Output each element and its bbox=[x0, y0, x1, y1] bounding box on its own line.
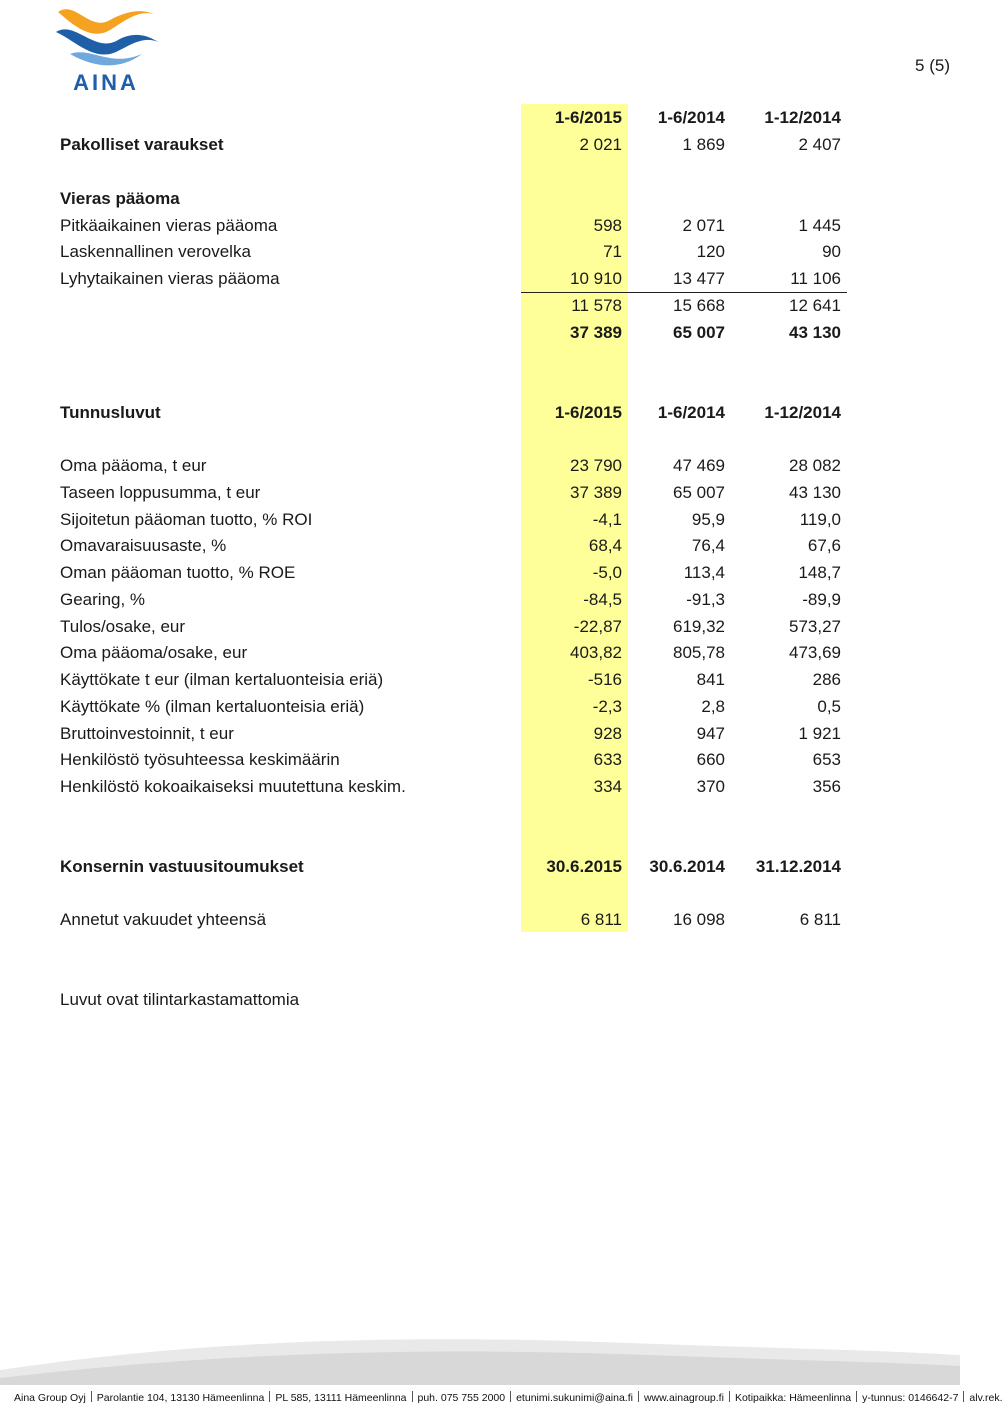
unaudited-note: Luvut ovat tilintarkastamattomia bbox=[60, 990, 300, 1009]
section-title: Vieras pääoma bbox=[60, 189, 180, 208]
aina-logo bbox=[50, 2, 162, 98]
footer-item: Kotipaikka: Hämeenlinna bbox=[734, 1392, 852, 1404]
footer-wave-decoration bbox=[0, 1330, 960, 1385]
table-row: Käyttökate t eur (ilman kertaluonteisia eriä) -516 841 286 bbox=[60, 670, 841, 689]
table-row: Henkilöstö kokoaikaiseksi muutettuna keskim. 334 370 356 bbox=[60, 777, 841, 796]
table-row: Bruttoinvestoinnit, t eur 928 947 1 921 bbox=[60, 724, 841, 743]
footer-separator bbox=[269, 1391, 270, 1402]
table-row: Tulos/osake, eur -22,87 619,32 573,27 bbox=[60, 617, 841, 636]
table-row: Pitkäaikainen vieras pääoma 598 2 071 1 445 bbox=[60, 216, 841, 235]
page-number: 5 (5) bbox=[915, 56, 950, 75]
table-row: Käyttökate % (ilman kertaluonteisia eriä) -2,3 2,8 0,5 bbox=[60, 697, 841, 716]
footer-item: Aina Group Oyj bbox=[14, 1392, 86, 1404]
footer-item: y-tunnus: 0146642-7 bbox=[862, 1392, 959, 1404]
total-row: 37 389 65 007 43 130 bbox=[570, 323, 841, 342]
footer-separator bbox=[856, 1391, 857, 1402]
subtotal-row: 11 578 15 668 12 641 bbox=[571, 296, 841, 315]
footer-contact bbox=[14, 1391, 1003, 1404]
table-row: Lyhytaikainen vieras pääoma 10 910 13 477 11 106 bbox=[60, 269, 841, 288]
footer-separator bbox=[729, 1391, 730, 1402]
table-row: Gearing, % -84,5 -91,3 -89,9 bbox=[60, 590, 841, 609]
footer-item: alv.rek. bbox=[969, 1392, 1003, 1404]
commitments-header-row: Konsernin vastuusitoumukset 30.6.2015 30.6.2014 31.12.2014 bbox=[60, 857, 841, 876]
table-row: Annetut vakuudet yhteensä 6 811 16 098 6 811 bbox=[60, 910, 841, 929]
footer-separator bbox=[963, 1391, 964, 1402]
table-row: Omavaraisuusaste, % 68,4 76,4 67,6 bbox=[60, 536, 841, 555]
table-row: Laskennallinen verovelka 71 120 90 bbox=[60, 242, 841, 261]
footer-item: www.ainagroup.fi bbox=[643, 1392, 724, 1404]
footer-item: Parolantie 104, 13130 Hämeenlinna bbox=[96, 1392, 265, 1404]
table-row: Taseen loppusumma, t eur 37 389 65 007 43 130 bbox=[60, 483, 841, 502]
footer-separator bbox=[412, 1391, 413, 1402]
table-row: Henkilöstö työsuhteessa keskimäärin 633 660 653 bbox=[60, 750, 841, 769]
footer-item: PL 585, 13111 Hämeenlinna bbox=[275, 1392, 407, 1404]
table-row: Oman pääoman tuotto, % ROE -5,0 113,4 148,7 bbox=[60, 563, 841, 582]
balance-header-row: 1-6/2015 1-6/2014 1-12/2014 bbox=[554, 108, 841, 127]
footer-item: puh. 075 755 2000 bbox=[417, 1392, 506, 1404]
table-row: Oma pääoma, t eur 23 790 47 469 28 082 bbox=[60, 456, 841, 475]
footer-separator bbox=[510, 1391, 511, 1402]
table-row: Pakolliset varaukset 2 021 1 869 2 407 bbox=[60, 135, 841, 154]
table-row: Sijoitetun pääoman tuotto, % ROI -4,1 95,9 119,0 bbox=[60, 510, 841, 529]
footer-separator bbox=[638, 1391, 639, 1402]
logo-text: AINA bbox=[73, 70, 139, 95]
footer-separator bbox=[91, 1391, 92, 1402]
footer-item: etunimi.sukunimi@aina.fi bbox=[516, 1392, 633, 1404]
kpi-header-row: Tunnusluvut 1-6/2015 1-6/2014 1-12/2014 bbox=[60, 403, 841, 422]
table-row: Oma pääoma/osake, eur 403,82 805,78 473,69 bbox=[60, 643, 841, 662]
